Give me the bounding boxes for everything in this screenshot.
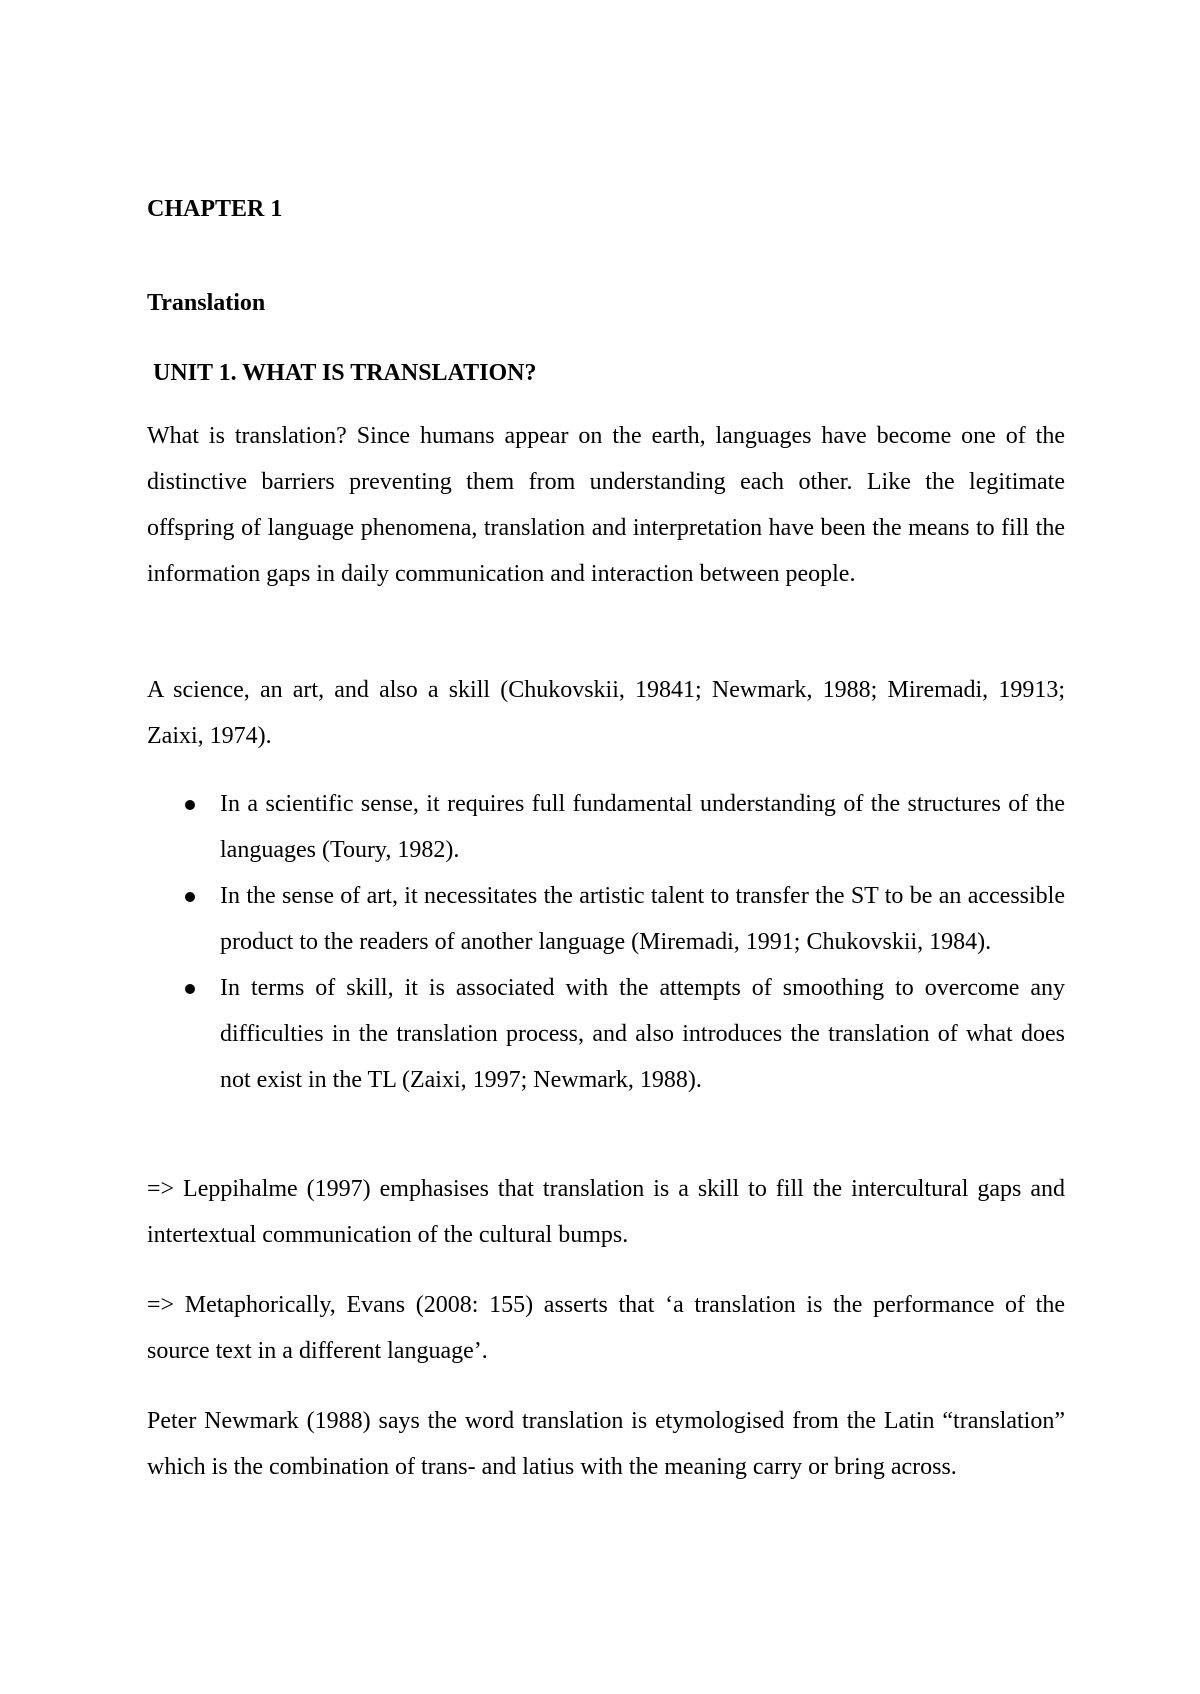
bullet-item-skill [147, 965, 1065, 1103]
unit-heading: UNIT 1. WHAT IS TRANSLATION? [153, 360, 537, 386]
paragraph-evans: => Metaphorically, Evans (2008: 155) asserts that ‘a translation is the performance of the source text in a different language’. [147, 1292, 1065, 1364]
paragraph-intro: What is translation? Since humans appear on the earth, languages have become one of the distinctive barriers preventing them from understanding each other. Like the legitimate offspring of language phenomena, translation and interpretation have been the means to fill the information gaps in daily communication and interaction between people. [147, 423, 1065, 587]
paragraph-leppihalme: => Leppihalme (1997) emphasises that translation is a skill to fill the intercultural gaps and intertextual communication of the cultural bumps. [147, 1176, 1065, 1248]
bullet-dot-icon [185, 800, 195, 810]
section-heading: Translation [147, 290, 266, 316]
bullet-text: In the sense of art, it necessitates the artistic talent to transfer the ST to be an accessible product to the readers of another language (Miremadi, 1991; Chukovskii, 1984). [220, 883, 1065, 955]
paragraph-definition: A science, an art, and also a skill (Chukovskii, 19841; Newmark, 1988; Miremadi, 19913; Zaixi, 1974). [147, 677, 1065, 749]
bullet-item-science [147, 781, 1065, 873]
paragraph-newmark: Peter Newmark (1988) says the word translation is etymologised from the Latin “translation” which is the combination of trans- and latius with the meaning carry or bring across. [147, 1408, 1065, 1480]
bullet-text: In terms of skill, it is associated with the attempts of smoothing to overcome any difficulties in the translation process, and also introduces the translation of what does not exist in the TL (Zaixi, 1997; Newmark, 1988). [220, 975, 1065, 1093]
bullet-list [147, 781, 1065, 1103]
bullet-item-art [147, 873, 1065, 965]
chapter-heading: CHAPTER 1 [147, 196, 283, 222]
bullet-text: In a scientific sense, it requires full fundamental understanding of the structures of the languages (Toury, 1982). [220, 791, 1065, 863]
bullet-dot-icon [185, 892, 195, 902]
bullet-dot-icon [185, 984, 195, 994]
